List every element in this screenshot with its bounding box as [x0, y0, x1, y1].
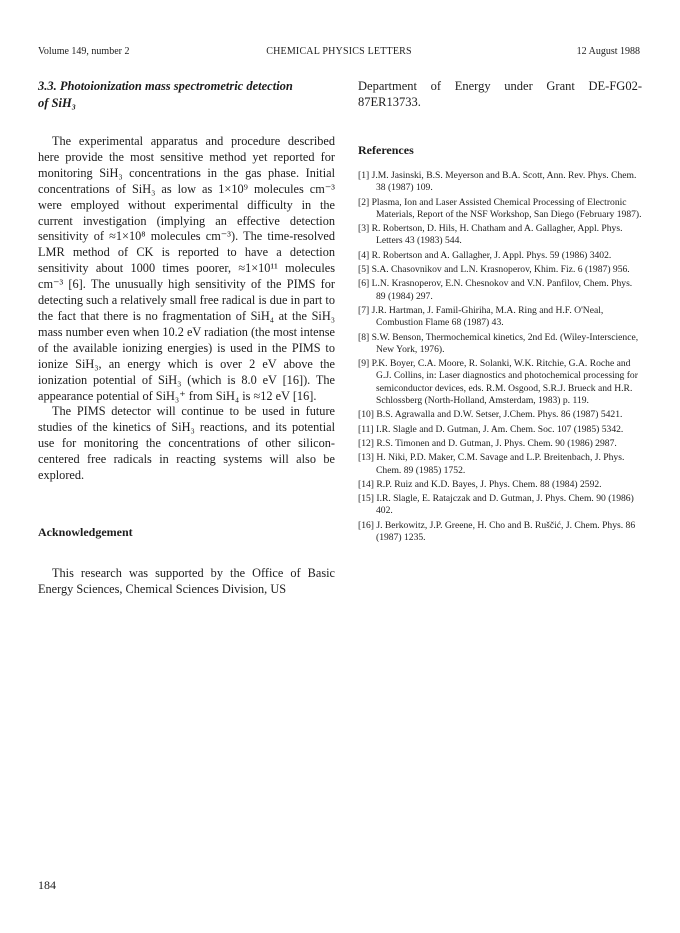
references-heading: References	[358, 143, 414, 157]
reference-item: [2] Plasma, Ion and Laser Assisted Chemical Processing of Electronic Materials, Report of the NSF Workshop, San Diego (February 1987).	[358, 196, 642, 220]
running-header	[38, 46, 640, 60]
reference-item: [9] P.K. Boyer, C.A. Moore, R. Solanki, W.K. Ritchie, G.A. Roche and G.J. Collins, in: Laser diagnostics and photochemical processing for semiconductor devices, eds. R.M. Osgood, S.R.J. Brueck and H.R. Schlossberg (North-Holland, Amsterdam, 1983) p. 119.	[358, 358, 638, 407]
section-body	[38, 134, 335, 484]
reference-item: [5] S.A. Chasovnikov and L.N. Krasnoperov, Khim. Fiz. 6 (1987) 956.	[358, 264, 630, 276]
body-paragraph-2: The PIMS detector will continue to be used in future studies of the kinetics of SiH₃ reactions, and its potential use for monitoring the concentrations of other silicon-centered free radicals in reacting systems will also be explored.	[38, 404, 335, 483]
acknowledgement-continuation: Department of Energy under Grant DE-FG02-87ER13733.	[358, 79, 642, 109]
reference-item: [8] S.W. Benson, Thermochemical kinetics, 2nd Ed. (Wiley-Interscience, New York, 1976).	[358, 331, 639, 355]
section-title-line1: 3.3. Photoionization mass spectrometric detection	[38, 79, 293, 93]
acknowledgement-body	[38, 566, 335, 598]
body-paragraph-1: The experimental apparatus and procedure described here provide the most sensitive method yet reported for monitoring SiH₃ concentrations in the gas phase. Initial concentrations of SiH₃ as low as 1×10⁹ molecules cm⁻³ were employed without experimental difficulty in the current investigation (implying an effective detection sensitivity of ≈1×10⁸ molecules cm⁻³). The time-resolved LMR method of CK is reported to have a detection sensitivity about 1000 times poorer, ≈1×10¹¹ molecules cm⁻³ [6]. The unusually high sensitivity of the PIMS for detecting such a relatively small free radical is due in part to the fact that there is no fragmentation of SiH₄ at the SiH₃ mass number even when 10.2 eV radiation (the most intense of the available ionizing energies) is used in the PIMS to ionize SiH₃, an energy which is over 2 eV above the ionization potential of SiH₃ (which is 8.0 eV [16]). The appearance potential of SiH₃⁺ from SiH₄ is ≈12 eV [16].	[38, 134, 335, 403]
acknowledgement-text: This research was supported by the Office of Basic Energy Sciences, Chemical Sciences Division, US	[38, 565, 335, 596]
section-title-line2: of SiH₃	[38, 96, 77, 110]
reference-item: [7] J.R. Hartman, J. Famil-Ghiriha, M.A. Ring and H.F. O'Neal, Combustion Flame 68 (1987) 43.	[358, 304, 604, 329]
reference-item: [11] I.R. Slagle and D. Gutman, J. Am. Chem. Soc. 107 (1985) 5342.	[358, 423, 624, 435]
volume-info: Volume 149, number 2	[38, 46, 130, 57]
reference-item: [1] J.M. Jasinski, B.S. Meyerson and B.A. Scott, Ann. Rev. Phys. Chem. 38 (1987) 109.	[358, 170, 637, 194]
section-heading	[38, 78, 335, 112]
reference-item: [13] H. Niki, P.D. Maker, C.M. Savage and L.P. Breitenbach, J. Phys. Chem. 89 (1985) 1752.	[358, 452, 625, 476]
reference-item: [12] R.S. Timonen and D. Gutman, J. Phys. Chem. 90 (1986) 2987.	[358, 437, 617, 449]
right-column	[358, 78, 642, 546]
references-list	[358, 170, 642, 544]
left-column	[38, 78, 335, 598]
reference-item: [16] J. Berkowitz, J.P. Greene, H. Cho and B. Ruščić, J. Chem. Phys. 86 (1987) 1235.	[358, 519, 636, 544]
reference-item: [14] R.P. Ruiz and K.D. Bayes, J. Phys. Chem. 88 (1984) 2592.	[358, 478, 602, 490]
page-number: 184	[38, 878, 56, 892]
reference-item: [3] R. Robertson, D. Hils, H. Chatham and A. Gallagher, Appl. Phys. Letters 43 (1983) 544.	[358, 223, 623, 247]
acknowledgement-heading: Acknowledgement	[38, 524, 133, 539]
issue-date: 12 August 1988	[576, 46, 640, 57]
journal-name: CHEMICAL PHYSICS LETTERS	[266, 46, 412, 57]
reference-item: [15] I.R. Slagle, E. Ratajczak and D. Gutman, J. Phys. Chem. 90 (1986) 402.	[358, 493, 634, 517]
reference-item: [4] R. Robertson and A. Gallagher, J. Appl. Phys. 59 (1986) 3402.	[358, 249, 612, 261]
reference-item: [10] B.S. Agrawalla and D.W. Setser, J.Chem. Phys. 86 (1987) 5421.	[358, 409, 623, 421]
reference-item: [6] L.N. Krasnoperov, E.N. Chesnokov and V.N. Panfilov, Chem. Phys. 89 (1984) 297.	[358, 278, 633, 302]
